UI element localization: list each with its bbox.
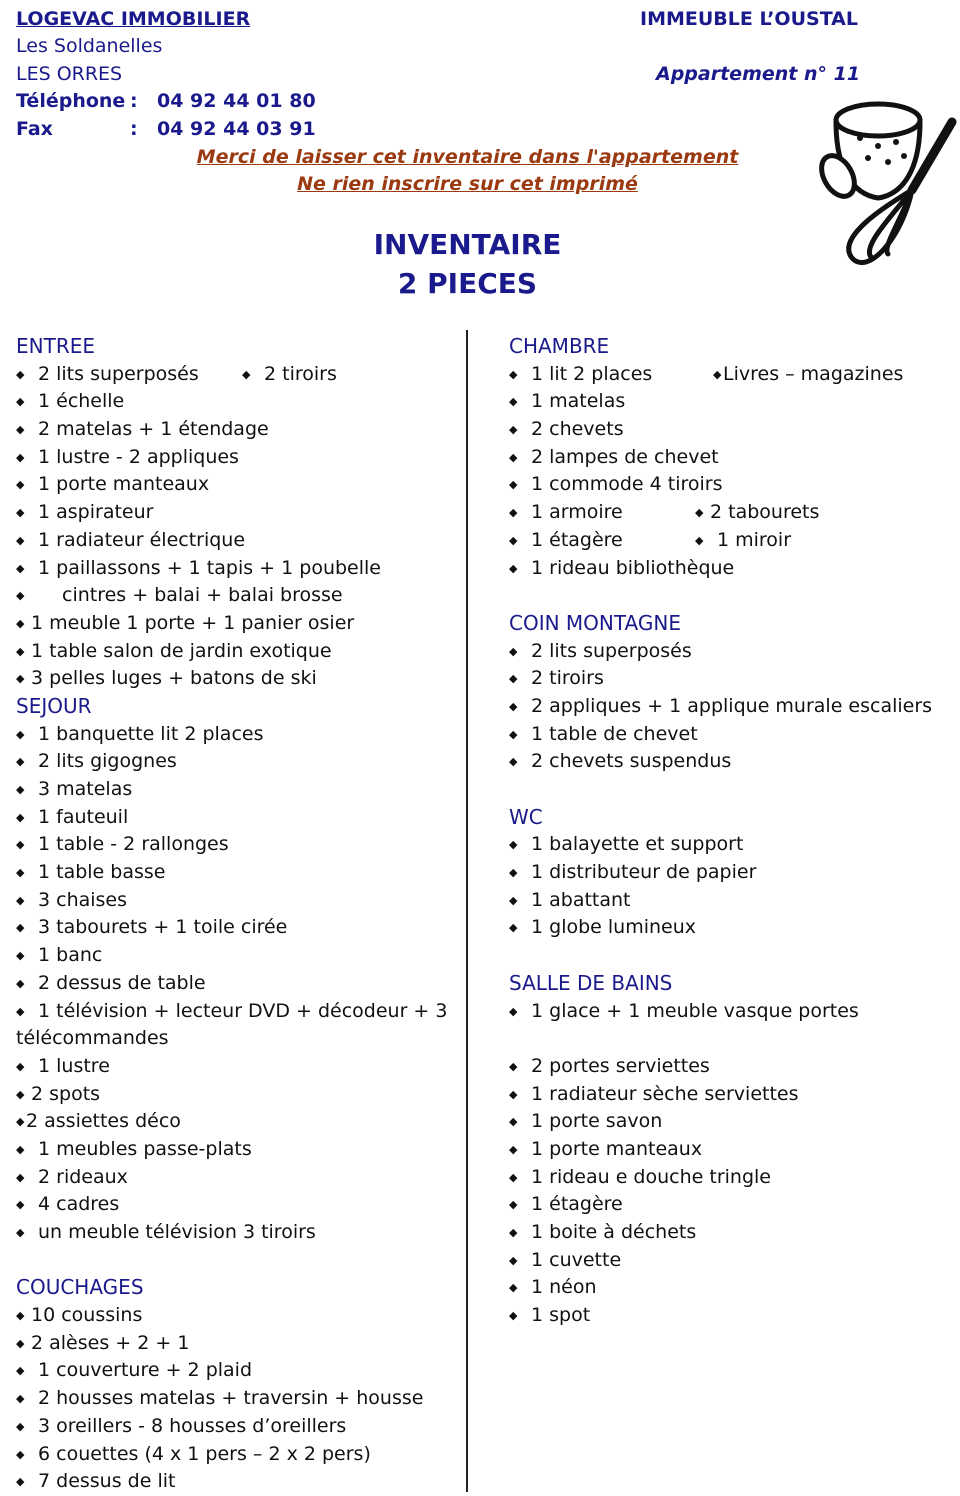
list-item: ◆ 1 meubles passe-plats [16,1136,456,1164]
section-title-sejour: SEJOUR [16,693,92,718]
list-item: ◆ 1 glace + 1 meuble vasque portes [509,998,949,1026]
bullet-diamond-icon: ◆ [16,1087,25,1101]
list-item: ◆ 3 tabourets + 1 toile cirée [16,914,456,942]
list-item: ◆ 3 matelas [16,776,456,804]
list-item-extra: ◆ 1 miroir [695,527,791,555]
bullet-diamond-icon: ◆ [16,921,25,935]
list-item: ◆ 2 lits superposés ◆ 2 tiroirs [16,361,456,389]
list-item: ◆ 2 housses matelas + traversin + housse [16,1385,456,1413]
bullet-diamond-icon: ◆ [509,478,518,492]
list-item: ◆ 1 fauteuil [16,804,456,832]
list-item: ◆ 1 cuvette [509,1247,949,1275]
list-item: ◆ 2 lits gigognes [16,748,456,776]
spacer [509,582,949,610]
bullet-diamond-icon: ◆ [16,1004,25,1018]
section-title-couchages: COUCHAGES [16,1275,144,1300]
list-item: ◆ 1 banc [16,942,456,970]
bullet-diamond-icon: ◆ [509,1170,518,1184]
bullet-diamond-icon: ◆ [16,1115,25,1129]
bullet-diamond-icon: ◆ [16,450,25,464]
list-item: ◆ 6 couettes (4 x 1 pers – 2 x 2 pers) [16,1441,456,1469]
bullet-diamond-icon: ◆ [16,838,25,852]
list-item: ◆ 1 lustre - 2 appliques [16,444,456,472]
bullet-diamond-icon: ◆ [509,1142,518,1156]
bullet-diamond-icon: ◆ [509,1115,518,1129]
bullet-diamond-icon: ◆ [509,1226,518,1239]
bullet-diamond-icon: ◆ [16,1142,25,1156]
section-title-chambre: CHAMBRE [509,334,610,358]
list-item: ◆ 1 abattant [509,887,949,915]
bullet-diamond-icon: ◆ [16,1226,25,1239]
bullet-diamond-icon: ◆ [509,921,518,935]
list-item-extra: ◆ 2 tabourets [695,499,819,527]
list-item: ◆ 1 porte manteaux [16,471,456,499]
list-item: ◆ 1 armoire ◆ 2 tabourets [509,499,949,527]
spacer [16,1247,456,1275]
list-item: ◆ 2 matelas + 1 étendage [16,416,456,444]
bullet-diamond-icon: ◆ [509,755,518,769]
list-item: ◆ 2 chevets [509,416,949,444]
bullet-diamond-icon: ◆ [16,478,25,492]
section-title-wc: WC [509,804,543,829]
list-item: ◆ 2 alèses + 2 + 1 [16,1330,456,1358]
address-line-2: LES ORRES [16,63,123,85]
building-name: IMMEUBLE L’OUSTAL [640,8,858,30]
list-item-continuation: télécommandes [16,1027,169,1050]
bullet-diamond-icon: ◆ [16,1059,25,1073]
list-item: ◆ 1 paillassons + 1 tapis + 1 poubelle [16,555,456,583]
bullet-diamond-icon: ◆ [509,1198,518,1212]
list-item: ◆ 3 oreillers - 8 housses d’oreillers [16,1413,456,1441]
bullet-diamond-icon: ◆ [16,589,25,603]
phone-label: Téléphone [16,90,126,112]
list-item: ◆2 assiettes déco [16,1108,456,1136]
list-item: ◆ 3 chaises [16,887,456,915]
bullet-diamond-icon: ◆ [16,423,25,437]
list-item: ◆ 4 cadres [16,1191,456,1219]
bullet-diamond-icon: ◆ [242,367,251,381]
phone-number: 04 92 44 01 80 [157,90,316,112]
bullet-diamond-icon: ◆ [16,976,25,990]
bullet-diamond-icon: ◆ [509,1253,518,1267]
list-item: ◆ 10 coussins [16,1302,456,1330]
list-item: ◆ 1 balayette et support [509,831,949,859]
bullet-diamond-icon: ◆ [509,450,518,464]
section-title-entree: ENTREE [16,334,95,358]
list-item: ◆ 1 banquette lit 2 places [16,721,456,749]
list-item: ◆ 1 distributeur de papier [509,859,949,887]
left-column [16,333,456,1496]
bullet-diamond-icon: ◆ [509,727,518,741]
bullet-diamond-icon: ◆ [16,1309,25,1323]
bullet-diamond-icon: ◆ [509,1281,518,1295]
bullet-diamond-icon: ◆ [16,533,25,547]
list-item: ◆ cintres + balai + balai brosse [16,582,456,610]
list-item: ◆ 1 porte savon [509,1108,949,1136]
list-item: ◆ 1 table de chevet [509,721,949,749]
fax-separator: : [130,118,138,140]
bullet-diamond-icon: ◆ [16,949,25,963]
list-item: ◆ 2 chevets suspendus [509,748,949,776]
list-item: ◆ 2 portes serviettes [509,1053,949,1081]
list-item: ◆ 2 tiroirs [509,665,949,693]
bullet-diamond-icon: ◆ [695,533,704,547]
notice-do-not-write: Ne rien inscrire sur cet imprimé [297,173,638,195]
list-item: ◆ 1 lit 2 places ◆Livres – magazines [509,361,949,389]
bullet-diamond-icon: ◆ [509,395,518,409]
bullet-diamond-icon: ◆ [16,367,25,381]
bullet-diamond-icon: ◆ [16,727,25,741]
phone-separator: : [130,90,138,112]
bullet-diamond-icon: ◆ [509,423,518,437]
list-item: ◆ 1 table basse [16,859,456,887]
list-item: ◆ 1 radiateur sèche serviettes [509,1081,949,1109]
column-divider [466,330,468,1492]
bullet-diamond-icon: ◆ [509,893,518,907]
bullet-diamond-icon: ◆ [16,755,25,769]
bullet-diamond-icon: ◆ [509,1309,518,1323]
bullet-diamond-icon: ◆ [509,699,518,713]
list-item: ◆ 7 dessus de lit [16,1468,456,1496]
bullet-diamond-icon: ◆ [16,1447,25,1461]
bullet-diamond-icon: ◆ [16,866,25,880]
list-item: ◆ 2 lits superposés [509,638,949,666]
list-item: ◆ 1 échelle [16,388,456,416]
list-item: ◆ 1 radiateur électrique [16,527,456,555]
bullet-diamond-icon: ◆ [16,1170,25,1184]
bullet-diamond-icon: ◆ [16,395,25,409]
list-item: ◆ 1 meuble 1 porte + 1 panier osier [16,610,456,638]
bullet-diamond-icon: ◆ [509,561,518,575]
bullet-diamond-icon: ◆ [713,367,722,381]
list-item: ◆ 2 rideaux [16,1164,456,1192]
bullet-diamond-icon: ◆ [16,672,25,686]
notice-leave-inventory: Merci de laisser cet inventaire dans l'appartement [196,146,739,168]
bullet-diamond-icon: ◆ [16,506,25,520]
bullet-diamond-icon: ◆ [16,1475,25,1489]
bullet-diamond-icon: ◆ [509,866,518,880]
list-item: ◆ 1 globe lumineux [509,914,949,942]
list-item-extra: ◆Livres – magazines [713,361,903,389]
list-item: ◆ 3 pelles luges + batons de ski [16,665,456,693]
list-item: ◆ 1 télévision + lecteur DVD + décodeur + 3 [16,998,456,1026]
bullet-diamond-icon: ◆ [509,838,518,852]
list-item: ◆ 1 table - 2 rallonges [16,831,456,859]
apartment-number: Appartement n° 11 [656,63,861,85]
list-item: ◆ 1 matelas [509,388,949,416]
bullet-diamond-icon: ◆ [16,893,25,907]
list-item: ◆ 1 boite à déchets [509,1219,949,1247]
list-item: ◆ 1 étagère ◆ 1 miroir [509,527,949,555]
bullet-diamond-icon: ◆ [16,561,25,575]
bullet-diamond-icon: ◆ [509,1059,518,1073]
list-item: ◆ un meuble télévision 3 tiroirs [16,1219,456,1247]
section-title-coin-montagne: COIN MONTAGNE [509,610,681,635]
bullet-diamond-icon: ◆ [16,616,25,630]
list-item: ◆ 1 aspirateur [16,499,456,527]
bullet-diamond-icon: ◆ [16,783,25,796]
bullet-diamond-icon: ◆ [16,1198,25,1212]
address-line-1: Les Soldanelles [16,35,163,57]
list-item-extra: ◆ 2 tiroirs [242,361,337,389]
list-item: ◆ 1 néon [509,1274,949,1302]
section-title-salle-de-bains: SALLE DE BAINS [509,970,673,995]
list-item: ◆ 2 spots [16,1081,456,1109]
bullet-diamond-icon: ◆ [16,644,25,658]
list-item: ◆ 1 rideau e douche tringle [509,1164,949,1192]
bullet-diamond-icon: ◆ [509,506,518,520]
list-item: ◆ 2 lampes de chevet [509,444,949,472]
bullet-diamond-icon: ◆ [16,1364,25,1378]
bullet-diamond-icon: ◆ [509,672,518,686]
bullet-diamond-icon: ◆ [16,810,25,824]
list-item: ◆ 1 rideau bibliothèque [509,555,949,583]
inventory-subtitle: 2 PIECES [397,267,538,300]
list-item: ◆ 1 porte manteaux [509,1136,949,1164]
bullet-diamond-icon: ◆ [16,1392,25,1406]
list-item: ◆ 1 étagère [509,1191,949,1219]
list-item: ◆ 1 couverture + 2 plaid [16,1357,456,1385]
bullet-diamond-icon: ◆ [509,1004,518,1018]
list-item: ◆ 1 spot [509,1302,949,1330]
list-item: ◆ 2 dessus de table [16,970,456,998]
bullet-diamond-icon: ◆ [509,1087,518,1101]
bullet-diamond-icon: ◆ [509,533,518,547]
list-item: ◆ 1 lustre [16,1053,456,1081]
spacer [509,942,949,970]
bullet-diamond-icon: ◆ [509,644,518,658]
list-item: ◆ 1 commode 4 tiroirs [509,471,949,499]
inventory-title: INVENTAIRE [373,228,562,261]
fax-label: Fax [16,118,53,140]
list-item: ◆ 1 table salon de jardin exotique [16,638,456,666]
list-item: ◆ 2 appliques + 1 applique murale escaliers [509,693,949,721]
right-column [509,333,949,1330]
bullet-diamond-icon: ◆ [509,367,518,381]
spacer [509,776,949,804]
bullet-diamond-icon: ◆ [16,1419,25,1433]
spacer [509,1025,949,1053]
fax-number: 04 92 44 03 91 [157,118,316,140]
agency-name: LOGEVAC IMMOBILIER [16,8,251,30]
bullet-diamond-icon: ◆ [16,1336,25,1350]
bullet-diamond-icon: ◆ [695,506,704,520]
